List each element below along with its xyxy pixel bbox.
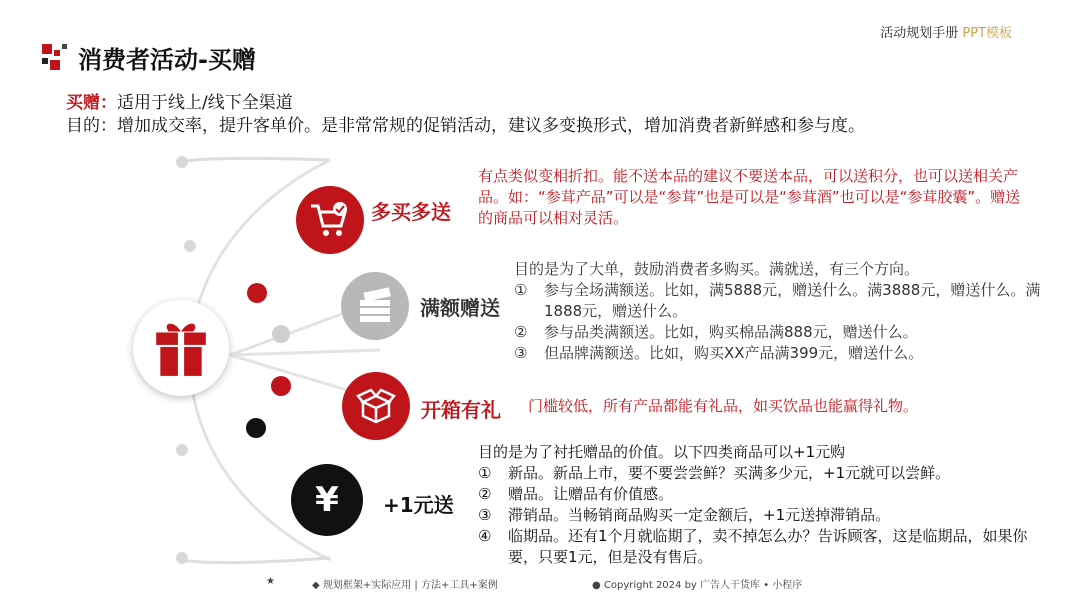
intro-purpose: 目的：增加成交率，提升客单价。是非常常规的促销活动，建议多变换形式，增加消费者新鲜感和参与度。: [66, 116, 865, 136]
item-desc-kaixiang: 门槛较低，所有产品都能有礼品，如买饮品也能赢得礼物。: [528, 397, 919, 415]
point-num: ①: [478, 464, 492, 482]
item-desc-manezengsong-intro: 目的是为了大单，鼓励消费者多购买。满就送，有三个方向。: [514, 260, 920, 278]
money-stack-icon: [354, 286, 396, 326]
point-text: 但品牌满额送。比如，购买XX产品满399元，赠送什么。: [544, 344, 924, 362]
brand-ppt: PPT模板: [962, 26, 1012, 41]
cart-circle: [296, 186, 364, 254]
point-row: [514, 280, 1050, 322]
brand-label: [880, 22, 1012, 41]
point-num: ③: [514, 344, 528, 362]
box-circle: [342, 372, 410, 440]
open-box-icon: [355, 386, 397, 426]
shopping-cart-check-icon: [309, 200, 351, 240]
point-row: [478, 505, 1038, 526]
money-circle: [341, 272, 409, 340]
intro-line-1: [66, 92, 865, 115]
point-row: [478, 484, 1038, 505]
item-label-duomai: 多买多送: [371, 200, 451, 224]
footer-nav: ◆ 规划框架+实际应用 | 方法+工具+案例: [312, 580, 498, 591]
footer-star: ★: [266, 576, 275, 587]
accent-dot-4: [246, 418, 266, 438]
point-text: 临期品。还有1个月就临期了，卖不掉怎么办？告诉顾客，这是临期品，如果你要，只要1元，但是没有售后。: [508, 527, 1028, 566]
item-label-plus-one: +1元送: [383, 493, 454, 517]
point-row: [478, 526, 1038, 568]
point-row: [478, 463, 1038, 484]
point-num: ③: [478, 506, 492, 524]
point-text: 赠品。让赠品有价值感。: [508, 485, 674, 503]
brand-title: 活动规划手册: [880, 26, 959, 41]
item-desc-plus-one-intro: 目的是为了衬托赠品的价值。以下四类商品可以+1元购: [478, 443, 846, 461]
footer-copyright: ● Copyright 2024 by 广告人干货库 • 小程序: [592, 580, 803, 591]
item-label-manezengsong: 满额赠送: [420, 296, 500, 320]
point-text: 新品。新品上市，要不要尝尝鲜？买满多少元，+1元就可以尝鲜。: [508, 464, 951, 482]
intro-channels: 适用于线上/线下全渠道: [117, 93, 293, 113]
point-row: [514, 343, 1050, 364]
item-label-kaixiang: 开箱有礼: [421, 398, 501, 422]
point-num: ②: [478, 485, 492, 503]
point-text: 滞销品。当畅销商品购买一定金额后，+1元送掉滞销品。: [508, 506, 891, 524]
intro-label: 买赠：: [66, 93, 117, 113]
item-desc-plus-one: [478, 442, 1038, 568]
point-num: ④: [478, 527, 492, 545]
yuan-circle: [291, 464, 363, 536]
gift-icon: [150, 317, 212, 379]
yuan-icon: ¥: [315, 480, 339, 520]
gift-circle: [133, 300, 229, 396]
intro: [66, 92, 865, 138]
accent-dot-2: [272, 325, 290, 343]
point-num: ②: [514, 323, 528, 341]
item-desc-duomai: 有点类似变相折扣。能不送本品的建议不要送本品，可以送积分，也可以送相关产品。如：“参茸产品”可以是“参茸”也是可以是“参茸酒”也可以是“参茸胶囊”。赠送的商品可以相对灵活。: [478, 167, 1021, 227]
item-desc-manezengsong: [514, 259, 1050, 364]
point-text: 参与品类满额送。比如，购买棉品满888元，赠送什么。: [544, 323, 918, 341]
logo-mark: [40, 42, 70, 72]
point-row: [514, 322, 1050, 343]
accent-dot-1: [247, 283, 267, 303]
point-num: ①: [514, 281, 528, 299]
accent-dot-3: [271, 376, 291, 396]
point-text: 参与全场满额送。比如，满5888元，赠送什么。满3888元，赠送什么。满1888元，赠送什么。: [544, 281, 1041, 320]
page-title: 消费者活动-买赠: [78, 46, 256, 74]
